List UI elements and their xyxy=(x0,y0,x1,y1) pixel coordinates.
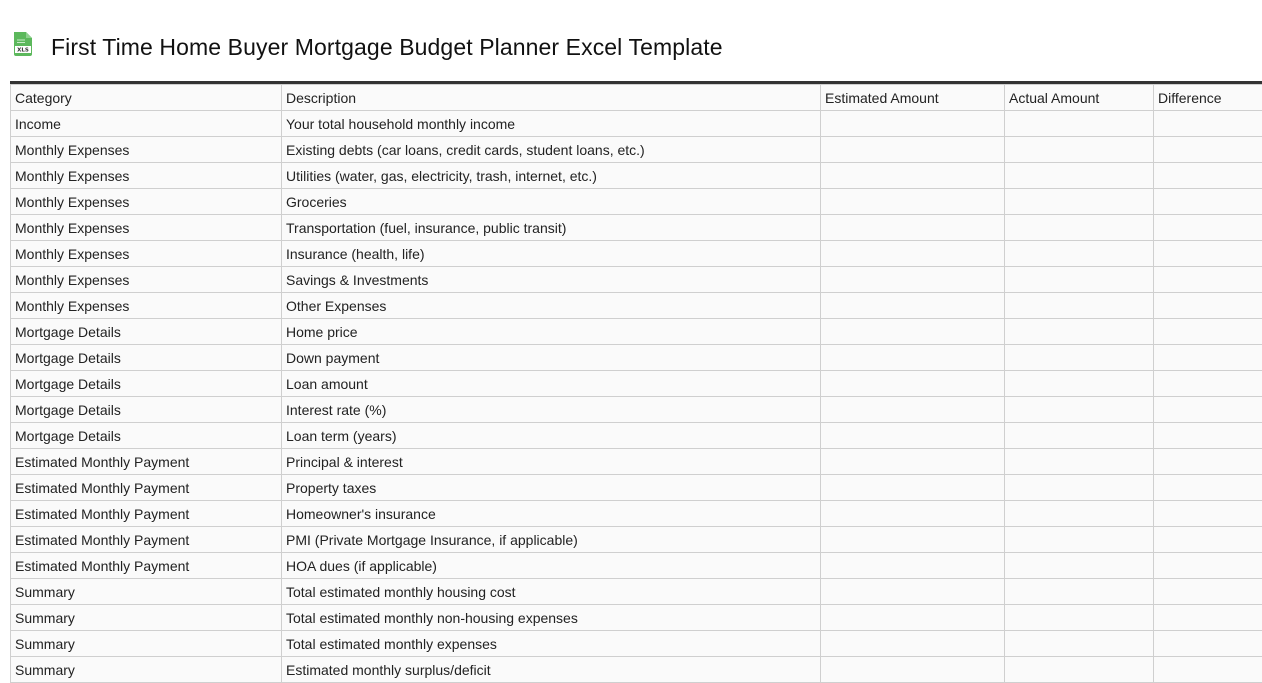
difference-cell[interactable] xyxy=(1154,527,1262,553)
category-cell: Monthly Expenses xyxy=(11,293,282,319)
column-header-difference: Difference xyxy=(1154,85,1262,111)
category-cell: Summary xyxy=(11,579,282,605)
table-row xyxy=(11,501,1262,527)
actual-amount-cell[interactable] xyxy=(1005,163,1154,189)
table-row xyxy=(11,475,1262,501)
actual-amount-cell[interactable] xyxy=(1005,111,1154,137)
table-header-row xyxy=(11,85,1262,111)
estimated-amount-cell[interactable] xyxy=(821,345,1005,371)
estimated-amount-cell[interactable] xyxy=(821,397,1005,423)
description-cell: PMI (Private Mortgage Insurance, if applicable) xyxy=(282,527,821,553)
difference-cell[interactable] xyxy=(1154,163,1262,189)
actual-amount-cell[interactable] xyxy=(1005,423,1154,449)
description-cell: Down payment xyxy=(282,345,821,371)
description-cell: Estimated monthly surplus/deficit xyxy=(282,657,821,683)
description-cell: Home price xyxy=(282,319,821,345)
estimated-amount-cell[interactable] xyxy=(821,189,1005,215)
svg-text:XLS: XLS xyxy=(17,48,29,54)
category-cell: Monthly Expenses xyxy=(11,215,282,241)
difference-cell[interactable] xyxy=(1154,189,1262,215)
table-row xyxy=(11,397,1262,423)
table-row xyxy=(11,267,1262,293)
table-row xyxy=(11,163,1262,189)
table-row xyxy=(11,449,1262,475)
difference-cell[interactable] xyxy=(1154,579,1262,605)
estimated-amount-cell[interactable] xyxy=(821,319,1005,345)
category-cell: Monthly Expenses xyxy=(11,163,282,189)
category-cell: Mortgage Details xyxy=(11,371,282,397)
table-row xyxy=(11,189,1262,215)
actual-amount-cell[interactable] xyxy=(1005,319,1154,345)
description-cell: Utilities (water, gas, electricity, trash, internet, etc.) xyxy=(282,163,821,189)
description-cell: Insurance (health, life) xyxy=(282,241,821,267)
estimated-amount-cell[interactable] xyxy=(821,423,1005,449)
category-cell: Monthly Expenses xyxy=(11,189,282,215)
table-row xyxy=(11,293,1262,319)
estimated-amount-cell[interactable] xyxy=(821,371,1005,397)
table-row xyxy=(11,553,1262,579)
actual-amount-cell[interactable] xyxy=(1005,553,1154,579)
description-cell: HOA dues (if applicable) xyxy=(282,553,821,579)
description-cell: Groceries xyxy=(282,189,821,215)
actual-amount-cell[interactable] xyxy=(1005,527,1154,553)
table-row xyxy=(11,605,1262,631)
estimated-amount-cell[interactable] xyxy=(821,657,1005,683)
description-cell: Principal & interest xyxy=(282,449,821,475)
actual-amount-cell[interactable] xyxy=(1005,657,1154,683)
column-header-estimated-amount: Estimated Amount xyxy=(821,85,1005,111)
estimated-amount-cell[interactable] xyxy=(821,241,1005,267)
description-cell: Other Expenses xyxy=(282,293,821,319)
difference-cell[interactable] xyxy=(1154,397,1262,423)
estimated-amount-cell[interactable] xyxy=(821,579,1005,605)
category-cell: Estimated Monthly Payment xyxy=(11,449,282,475)
difference-cell[interactable] xyxy=(1154,501,1262,527)
category-cell: Mortgage Details xyxy=(11,345,282,371)
difference-cell[interactable] xyxy=(1154,241,1262,267)
table-row xyxy=(11,631,1262,657)
estimated-amount-cell[interactable] xyxy=(821,553,1005,579)
category-cell: Mortgage Details xyxy=(11,423,282,449)
difference-cell[interactable] xyxy=(1154,449,1262,475)
xls-file-icon xyxy=(12,32,34,56)
category-cell: Monthly Expenses xyxy=(11,267,282,293)
actual-amount-cell[interactable] xyxy=(1005,397,1154,423)
difference-cell[interactable] xyxy=(1154,345,1262,371)
category-cell: Summary xyxy=(11,657,282,683)
difference-cell[interactable] xyxy=(1154,137,1262,163)
difference-cell[interactable] xyxy=(1154,371,1262,397)
column-header-description: Description xyxy=(282,85,821,111)
table-row xyxy=(11,345,1262,371)
estimated-amount-cell[interactable] xyxy=(821,293,1005,319)
actual-amount-cell[interactable] xyxy=(1005,137,1154,163)
category-cell: Monthly Expenses xyxy=(11,137,282,163)
difference-cell[interactable] xyxy=(1154,267,1262,293)
actual-amount-cell[interactable] xyxy=(1005,449,1154,475)
actual-amount-cell[interactable] xyxy=(1005,605,1154,631)
category-cell: Estimated Monthly Payment xyxy=(11,553,282,579)
category-cell: Estimated Monthly Payment xyxy=(11,527,282,553)
table-row xyxy=(11,137,1262,163)
category-cell: Mortgage Details xyxy=(11,397,282,423)
category-cell: Estimated Monthly Payment xyxy=(11,501,282,527)
difference-cell[interactable] xyxy=(1154,423,1262,449)
difference-cell[interactable] xyxy=(1154,605,1262,631)
actual-amount-cell[interactable] xyxy=(1005,631,1154,657)
description-cell: Total estimated monthly expenses xyxy=(282,631,821,657)
actual-amount-cell[interactable] xyxy=(1005,189,1154,215)
description-cell: Loan term (years) xyxy=(282,423,821,449)
table-row xyxy=(11,527,1262,553)
estimated-amount-cell[interactable] xyxy=(821,449,1005,475)
estimated-amount-cell[interactable] xyxy=(821,215,1005,241)
description-cell: Transportation (fuel, insurance, public transit) xyxy=(282,215,821,241)
difference-cell[interactable] xyxy=(1154,657,1262,683)
actual-amount-cell[interactable] xyxy=(1005,215,1154,241)
estimated-amount-cell[interactable] xyxy=(821,137,1005,163)
actual-amount-cell[interactable] xyxy=(1005,345,1154,371)
table-row xyxy=(11,371,1262,397)
description-cell: Your total household monthly income xyxy=(282,111,821,137)
page-title: First Time Home Buyer Mortgage Budget Planner Excel Template xyxy=(51,34,723,61)
estimated-amount-cell[interactable] xyxy=(821,605,1005,631)
category-cell: Summary xyxy=(11,631,282,657)
budget-table xyxy=(10,84,1262,683)
table-row xyxy=(11,657,1262,683)
estimated-amount-cell[interactable] xyxy=(821,631,1005,657)
estimated-amount-cell[interactable] xyxy=(821,475,1005,501)
description-cell: Existing debts (car loans, credit cards, student loans, etc.) xyxy=(282,137,821,163)
table-body xyxy=(11,111,1262,683)
actual-amount-cell[interactable] xyxy=(1005,241,1154,267)
difference-cell[interactable] xyxy=(1154,293,1262,319)
description-cell: Property taxes xyxy=(282,475,821,501)
difference-cell[interactable] xyxy=(1154,553,1262,579)
category-cell: Mortgage Details xyxy=(11,319,282,345)
column-header-category: Category xyxy=(11,85,282,111)
category-cell: Income xyxy=(11,111,282,137)
actual-amount-cell[interactable] xyxy=(1005,475,1154,501)
description-cell: Homeowner's insurance xyxy=(282,501,821,527)
description-cell: Total estimated monthly non-housing expenses xyxy=(282,605,821,631)
difference-cell[interactable] xyxy=(1154,319,1262,345)
table-row xyxy=(11,241,1262,267)
estimated-amount-cell[interactable] xyxy=(821,267,1005,293)
actual-amount-cell[interactable] xyxy=(1005,293,1154,319)
actual-amount-cell[interactable] xyxy=(1005,501,1154,527)
category-cell: Monthly Expenses xyxy=(11,241,282,267)
table-row xyxy=(11,423,1262,449)
category-cell: Summary xyxy=(11,605,282,631)
estimated-amount-cell[interactable] xyxy=(821,501,1005,527)
description-cell: Savings & Investments xyxy=(282,267,821,293)
table-row xyxy=(11,319,1262,345)
title-row xyxy=(12,30,723,64)
budget-table-container xyxy=(10,81,1262,683)
table-row xyxy=(11,579,1262,605)
category-cell: Estimated Monthly Payment xyxy=(11,475,282,501)
actual-amount-cell[interactable] xyxy=(1005,579,1154,605)
estimated-amount-cell[interactable] xyxy=(821,527,1005,553)
difference-cell[interactable] xyxy=(1154,631,1262,657)
difference-cell[interactable] xyxy=(1154,475,1262,501)
description-cell: Total estimated monthly housing cost xyxy=(282,579,821,605)
table-row xyxy=(11,215,1262,241)
actual-amount-cell[interactable] xyxy=(1005,371,1154,397)
column-header-actual-amount: Actual Amount xyxy=(1005,85,1154,111)
difference-cell[interactable] xyxy=(1154,111,1262,137)
actual-amount-cell[interactable] xyxy=(1005,267,1154,293)
difference-cell[interactable] xyxy=(1154,215,1262,241)
description-cell: Loan amount xyxy=(282,371,821,397)
description-cell: Interest rate (%) xyxy=(282,397,821,423)
table-row xyxy=(11,111,1262,137)
estimated-amount-cell[interactable] xyxy=(821,111,1005,137)
estimated-amount-cell[interactable] xyxy=(821,163,1005,189)
